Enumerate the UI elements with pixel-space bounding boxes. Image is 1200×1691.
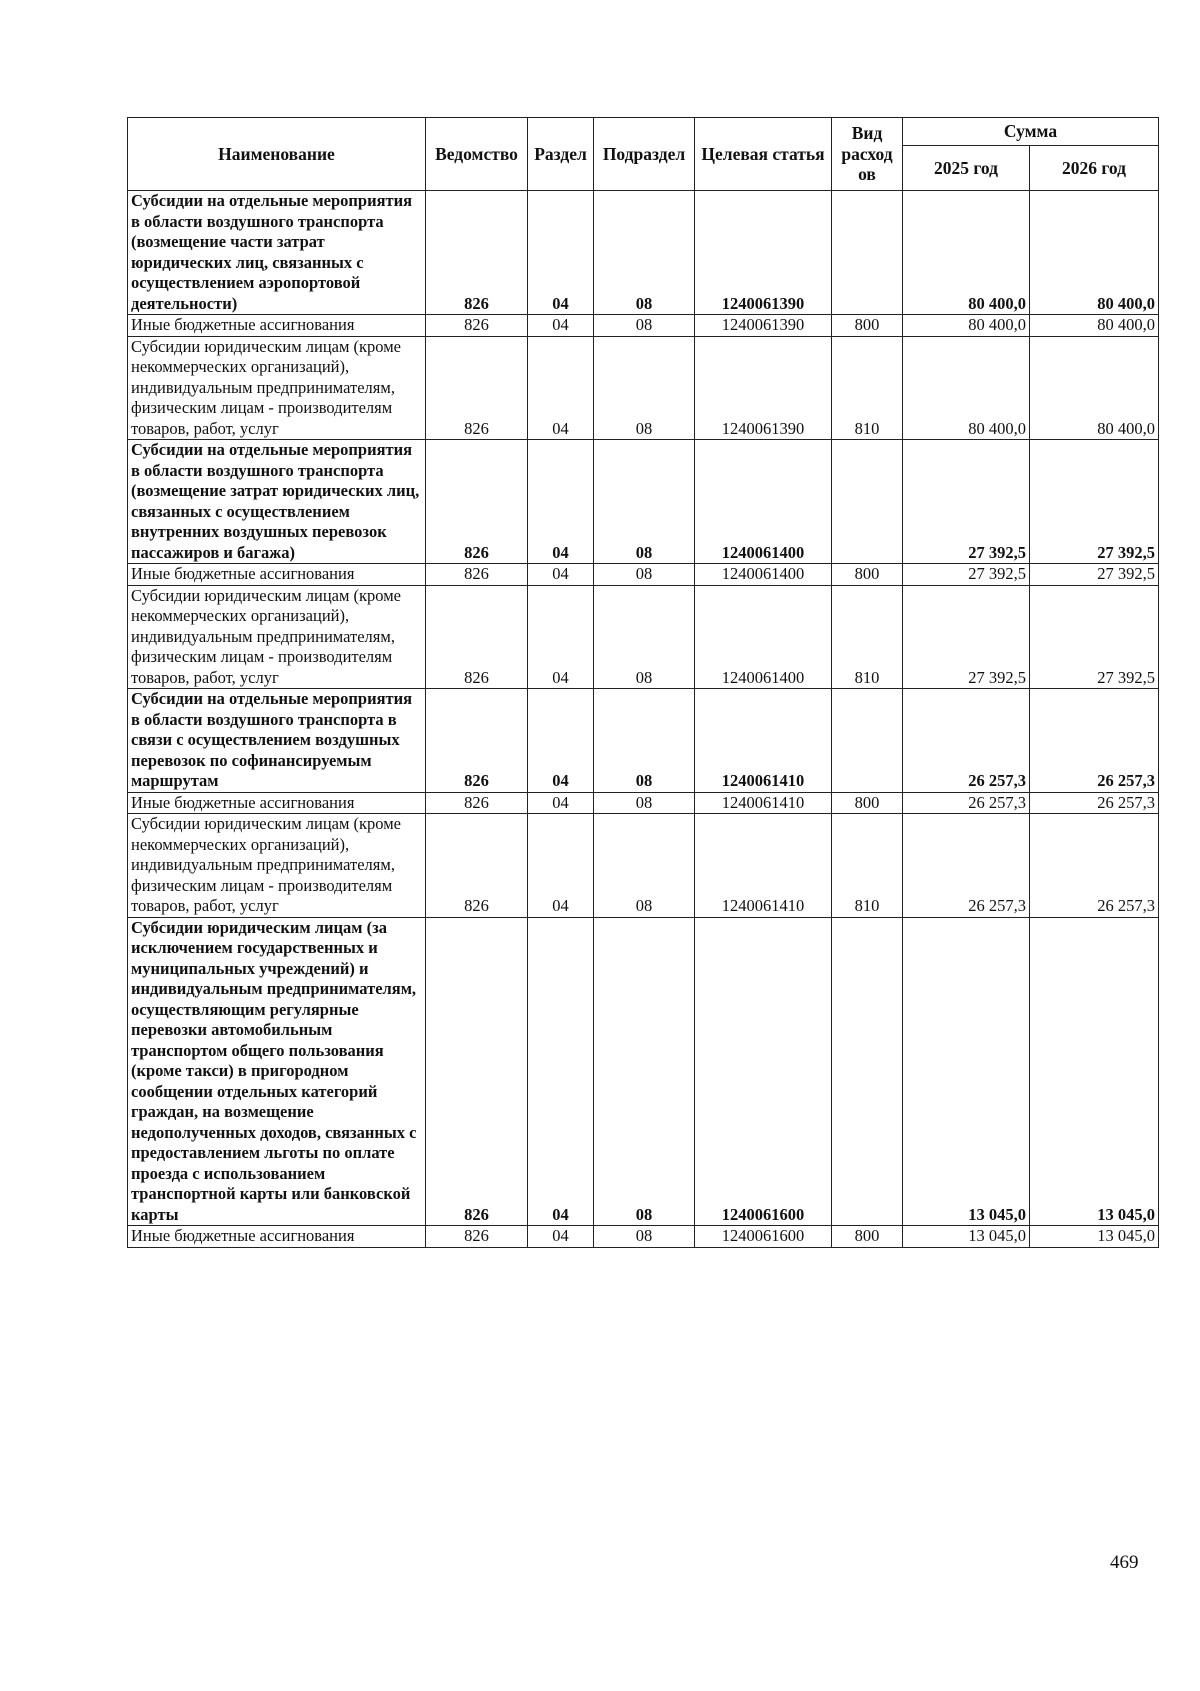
cell-dept: 826 [426, 336, 528, 440]
cell-2026: 27 392,5 [1030, 440, 1159, 564]
cell-subsection: 08 [594, 315, 695, 337]
cell-kind: 800 [832, 1226, 903, 1248]
budget-table [127, 117, 1159, 1248]
cell-target: 1240061410 [695, 814, 832, 918]
cell-kind: 810 [832, 814, 903, 918]
cell-2026: 80 400,0 [1030, 191, 1159, 315]
cell-dept: 826 [426, 315, 528, 337]
cell-section: 04 [528, 191, 594, 315]
cell-kind [832, 689, 903, 793]
table-row [128, 585, 1159, 689]
header-dept: Ведомство [426, 118, 528, 191]
cell-subsection: 08 [594, 191, 695, 315]
cell-2025: 80 400,0 [903, 336, 1030, 440]
cell-name: Субсидии на отдельные мероприятия в области воздушного транспорта (возмещение части затрат юридических лиц, связанных с осуществлением аэропортовой деятельности) [128, 191, 426, 315]
cell-dept: 826 [426, 564, 528, 586]
cell-target: 1240061390 [695, 315, 832, 337]
cell-name: Субсидии юридическим лицам (кроме некоммерческих организаций), индивидуальным предпринимателям, физическим лицам - производителям товаров, работ, услуг [128, 336, 426, 440]
cell-subsection: 08 [594, 792, 695, 814]
cell-name: Субсидии на отдельные мероприятия в области воздушного транспорта (возмещение затрат юридических лиц, связанных с осуществлением внутренних воздушных перевозок пассажиров и багажа) [128, 440, 426, 564]
cell-target: 1240061600 [695, 917, 832, 1226]
cell-section: 04 [528, 917, 594, 1226]
header-name: Наименование [128, 118, 426, 191]
cell-2025: 26 257,3 [903, 792, 1030, 814]
cell-section: 04 [528, 792, 594, 814]
cell-dept: 826 [426, 191, 528, 315]
cell-kind [832, 917, 903, 1226]
cell-section: 04 [528, 689, 594, 793]
header-2026: 2026 год [1030, 146, 1159, 191]
cell-2026: 26 257,3 [1030, 792, 1159, 814]
table-row [128, 792, 1159, 814]
cell-name: Иные бюджетные ассигнования [128, 792, 426, 814]
cell-2025: 26 257,3 [903, 814, 1030, 918]
cell-target: 1240061400 [695, 440, 832, 564]
cell-target: 1240061390 [695, 191, 832, 315]
cell-kind: 800 [832, 564, 903, 586]
cell-section: 04 [528, 1226, 594, 1248]
cell-subsection: 08 [594, 814, 695, 918]
cell-section: 04 [528, 336, 594, 440]
header-subsection: Подраздел [594, 118, 695, 191]
cell-2025: 27 392,5 [903, 564, 1030, 586]
header-2025: 2025 год [903, 146, 1030, 191]
table-row [128, 689, 1159, 793]
table-row [128, 315, 1159, 337]
cell-2026: 13 045,0 [1030, 1226, 1159, 1248]
cell-kind: 800 [832, 315, 903, 337]
table-row [128, 1226, 1159, 1248]
cell-dept: 826 [426, 585, 528, 689]
cell-subsection: 08 [594, 440, 695, 564]
cell-2025: 80 400,0 [903, 315, 1030, 337]
cell-dept: 826 [426, 1226, 528, 1248]
cell-name: Субсидии юридическим лицам (кроме некоммерческих организаций), индивидуальным предпринимателям, физическим лицам - производителям товаров, работ, услуг [128, 814, 426, 918]
table-row [128, 440, 1159, 564]
cell-2025: 13 045,0 [903, 917, 1030, 1226]
header-target: Целевая статья [695, 118, 832, 191]
table-row [128, 191, 1159, 315]
cell-target: 1240061600 [695, 1226, 832, 1248]
cell-target: 1240061410 [695, 792, 832, 814]
header-sum: Сумма [903, 118, 1159, 146]
header-kind: Вид расход ов [832, 118, 903, 191]
cell-name: Иные бюджетные ассигнования [128, 315, 426, 337]
cell-2026: 27 392,5 [1030, 564, 1159, 586]
cell-section: 04 [528, 315, 594, 337]
cell-2026: 80 400,0 [1030, 336, 1159, 440]
cell-subsection: 08 [594, 336, 695, 440]
cell-2025: 26 257,3 [903, 689, 1030, 793]
cell-dept: 826 [426, 814, 528, 918]
table-row [128, 336, 1159, 440]
cell-section: 04 [528, 814, 594, 918]
table-row [128, 917, 1159, 1226]
cell-2026: 27 392,5 [1030, 585, 1159, 689]
cell-dept: 826 [426, 792, 528, 814]
cell-subsection: 08 [594, 689, 695, 793]
cell-2026: 26 257,3 [1030, 814, 1159, 918]
cell-dept: 826 [426, 440, 528, 564]
table-header [128, 118, 1159, 191]
table-row [128, 814, 1159, 918]
cell-subsection: 08 [594, 1226, 695, 1248]
cell-2026: 13 045,0 [1030, 917, 1159, 1226]
page-number: 469 [1110, 1552, 1139, 1573]
table-row [128, 564, 1159, 586]
cell-subsection: 08 [594, 564, 695, 586]
cell-target: 1240061400 [695, 585, 832, 689]
cell-section: 04 [528, 585, 594, 689]
cell-target: 1240061410 [695, 689, 832, 793]
cell-name: Иные бюджетные ассигнования [128, 564, 426, 586]
cell-kind: 810 [832, 585, 903, 689]
cell-dept: 826 [426, 917, 528, 1226]
table-body [128, 191, 1159, 1248]
cell-name: Субсидии юридическим лицам (кроме некоммерческих организаций), индивидуальным предпринимателям, физическим лицам - производителям товаров, работ, услуг [128, 585, 426, 689]
cell-kind: 810 [832, 336, 903, 440]
cell-subsection: 08 [594, 917, 695, 1226]
cell-name: Субсидии на отдельные мероприятия в области воздушного транспорта в связи с осуществлением воздушных перевозок по софинансируемым маршрутам [128, 689, 426, 793]
cell-target: 1240061400 [695, 564, 832, 586]
cell-2025: 80 400,0 [903, 191, 1030, 315]
cell-target: 1240061390 [695, 336, 832, 440]
cell-2026: 26 257,3 [1030, 689, 1159, 793]
cell-2025: 27 392,5 [903, 585, 1030, 689]
cell-name: Субсидии юридическим лицам (за исключением государственных и муниципальных учреждений) и индивидуальным предпринимателям, осуществляющим регулярные перевозки автомобильным транспортом общего пользования (кроме такси) в пригородном сообщении отдельных категорий граждан, на возмещение недополученных доходов, связанных с предоставлением льготы по оплате проезда с использованием транспортной карты или банковской карты [128, 917, 426, 1226]
cell-subsection: 08 [594, 585, 695, 689]
cell-section: 04 [528, 564, 594, 586]
cell-kind [832, 440, 903, 564]
cell-section: 04 [528, 440, 594, 564]
cell-kind [832, 191, 903, 315]
cell-name: Иные бюджетные ассигнования [128, 1226, 426, 1248]
cell-kind: 800 [832, 792, 903, 814]
cell-2025: 13 045,0 [903, 1226, 1030, 1248]
cell-2025: 27 392,5 [903, 440, 1030, 564]
header-section: Раздел [528, 118, 594, 191]
cell-2026: 80 400,0 [1030, 315, 1159, 337]
cell-dept: 826 [426, 689, 528, 793]
